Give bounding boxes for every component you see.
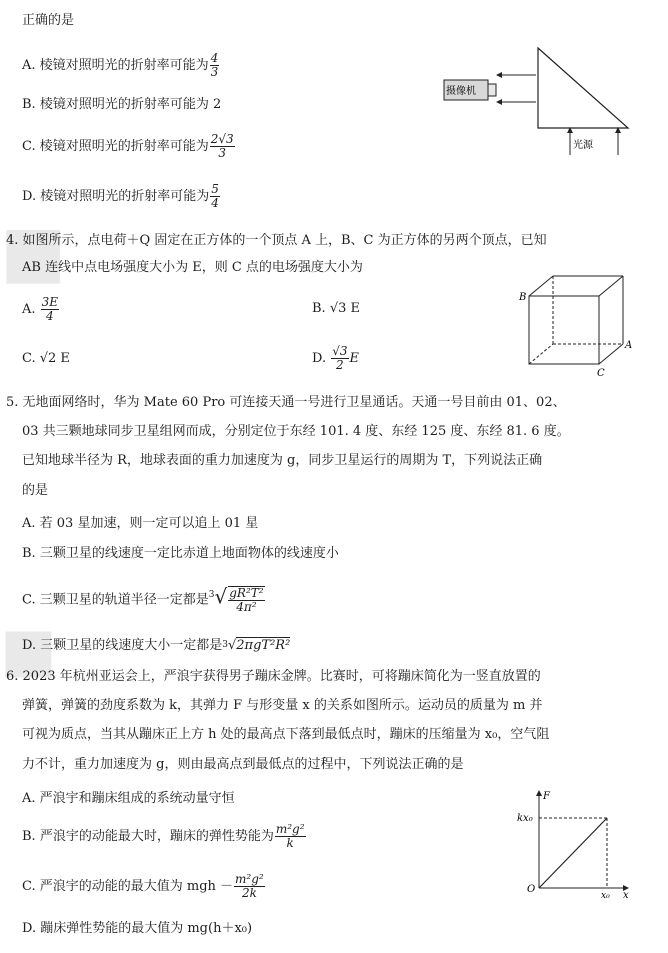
question-5-line: 已知地球半径为 R，地球表面的重力加速度为 g，同步卫星运行的周期为 T，下列说法正确 — [22, 453, 543, 468]
option-d[interactable]: D. 三颗卫星的线速度大小一定都是$^3$√2πgT²R² — [22, 638, 291, 653]
fraction: $\frac{\text{m²g²}}{2k}$ — [235, 872, 264, 900]
option-c[interactable]: C. 严浪宇的动能的最大值为 mgh － $\frac{\text{m²g²}}{2k}$ — [22, 872, 264, 900]
axis-label-f: F — [543, 791, 550, 802]
origin-label: O — [527, 884, 536, 895]
watermark: ■ — [0, 210, 67, 292]
fraction: $\frac{√3}{2}$ — [332, 344, 348, 372]
option-c[interactable]: C. √2 E — [22, 351, 70, 366]
question-text: 正确的是 — [22, 13, 75, 28]
fraction: $\frac{\text{gR²T²}}{\text{4π²}}$ — [229, 586, 264, 614]
vertex-label-a: A — [625, 340, 633, 351]
tick-label-x0: x₀ — [601, 891, 610, 898]
option-b[interactable]: B. 严浪宇的动能最大时，蹦床的弹性势能为 $\frac{\text{m²g²}}{k}$ — [22, 822, 305, 850]
option-a[interactable]: A. $\frac{3E}{4}$ — [22, 295, 59, 323]
light-source-label: 光源 — [573, 140, 593, 151]
watermark: ■ — [0, 615, 57, 685]
question-6-line: 6. 2023 年杭州亚运会上，严浪宇获得男子蹦床金牌。比赛时，可将蹦床简化为一竖直放置的 — [6, 669, 541, 684]
tick-label-kx0: kx₀ — [517, 813, 533, 824]
question-6-line: 可视为质点，当其从蹦床正上方 h 处的最高点下落到最低点时，蹦床的压缩量为 x₀，空气阻 — [22, 727, 550, 742]
question-5-line: 5. 无地面网络时，华为 Mate 60 Pro 可连接天通一号进行卫星通话。天通一号目前由 01、02、 — [6, 395, 566, 410]
camera-lens — [488, 84, 496, 96]
vertex-label-c: C — [597, 368, 605, 379]
option-d[interactable]: D. 蹦床弹性势能的最大值为 mg(h＋x₀) — [22, 921, 253, 936]
question-5-line: 的是 — [22, 483, 49, 498]
option-d[interactable]: D. $\frac{√3}{2}$ E — [312, 344, 360, 372]
option-b[interactable]: B. 棱镜对照明光的折射率可能为 2 — [22, 97, 222, 112]
fraction: $\frac{2√3}{3}$ — [210, 132, 234, 160]
question-4-line: AB 连线中点电场强度大小为 E，则 C 点的电场强度大小为 — [22, 260, 363, 275]
option-d[interactable]: D. 棱镜对照明光的折射率可能为 $\frac{5}{4}$ — [22, 182, 219, 210]
option-b[interactable]: B. 三颗卫星的线速度一定比赤道上地面物体的线速度小 — [22, 546, 339, 561]
fraction: $\frac{4}{3}$ — [210, 51, 219, 79]
fraction: $\frac{\text{m²g²}}{k}$ — [275, 822, 305, 850]
question-4-line: 4. 如图所示，点电荷＋Q 固定在正方体的一个顶点 A 上，B、C 为正方体的另两个顶点，已知 — [6, 233, 547, 248]
option-b[interactable]: B. √3 E — [312, 301, 360, 316]
cube-diagram — [515, 272, 635, 382]
force-displacement-graph — [515, 788, 635, 898]
prism-diagram — [440, 40, 640, 160]
prism — [538, 48, 628, 128]
vertex-label-b: B — [519, 292, 527, 303]
axis-label-x: x — [623, 890, 629, 898]
option-c[interactable]: C. 棱镜对照明光的折射率可能为 $\frac{2√3}{3}$ — [22, 132, 234, 160]
option-a[interactable]: A. 严浪宇和蹦床组成的系统动量守恒 — [22, 791, 235, 806]
camera-label: 摄像机 — [446, 86, 476, 97]
option-c[interactable]: C. 三颗卫星的轨道半径一定都是$^3$√ $\frac{\text{gR²T²}}{\text{4π²}}$ — [22, 584, 264, 614]
question-6-line: 力不计，重力加速度为 g，则由最高点到最低点的过程中，下列说法正确的是 — [22, 757, 464, 772]
question-5-line: 03 共三颗地球同步卫星组网而成，分别定位于东经 101. 4 度、东经 125 度、东经 81. 6 度。 — [22, 424, 570, 439]
question-6-line: 弹簧，弹簧的劲度系数为 k，其弹力 F 与形变量 x 的关系如图所示。运动员的质量为 m 并 — [22, 698, 543, 713]
option-a[interactable]: A. 棱镜对照明光的折射率可能为 $\frac{4}{3}$ — [22, 51, 219, 79]
fraction: $\frac{3E}{4}$ — [41, 295, 59, 323]
fraction: $\frac{5}{4}$ — [211, 182, 219, 210]
option-a[interactable]: A. 若 03 星加速，则一定可以追上 01 星 — [22, 516, 259, 531]
